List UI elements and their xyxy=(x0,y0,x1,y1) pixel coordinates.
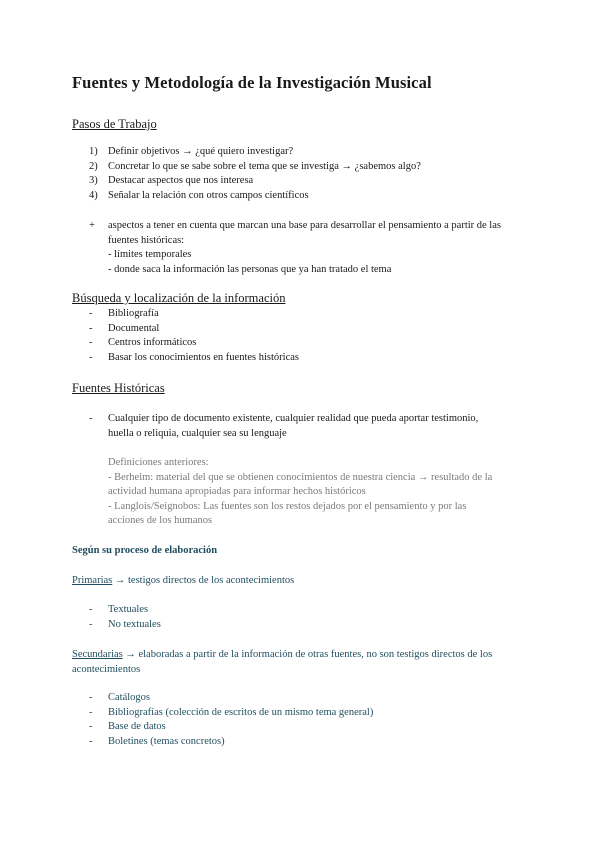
list-item-text: Concretar lo que se sabe sobre el tema que se investiga → ¿sabemos algo? xyxy=(108,160,421,172)
list-marker: - xyxy=(89,413,93,424)
term-secundarias: Secundarias xyxy=(72,649,123,660)
note-line: - donde saca la información las personas que ya han tratado el tema xyxy=(108,263,392,275)
definitions-line: - Langlois/Seignobos: Las fuentes son los restos dejados por el pensamiento y por las xyxy=(108,500,467,512)
secundarias-paragraph xyxy=(72,648,532,677)
list-marker: 2) xyxy=(89,160,98,172)
list-marker: - xyxy=(89,706,93,718)
definition-line: Cualquier tipo de documento existente, cualquier realidad que pueda aportar testimonio, xyxy=(108,413,479,424)
list-item-text: Basar los conocimientos en fuentes históricas xyxy=(108,351,299,363)
list-item-text: Documental xyxy=(108,322,160,334)
section-heading-busqueda: Búsqueda y localización de la información xyxy=(72,291,286,305)
primarias-paragraph xyxy=(72,574,532,589)
list-marker: - xyxy=(89,618,93,630)
list-item xyxy=(0,189,600,204)
list-item xyxy=(0,307,600,322)
list-marker: - xyxy=(89,322,93,334)
list-item-text: Textuales xyxy=(108,604,149,615)
list-marker: - xyxy=(89,337,93,349)
list-item xyxy=(0,603,600,618)
list-item xyxy=(0,160,600,175)
definition-line: huella o reliquia, cualquier sea su lenguaje xyxy=(108,427,287,439)
list-marker: - xyxy=(89,735,93,747)
list-marker: - xyxy=(89,721,93,733)
list-item xyxy=(0,618,600,633)
list-item-text: Bibliografías (colección de escritos de un mismo tema general) xyxy=(108,706,374,718)
list-item xyxy=(0,735,600,750)
list-marker: - xyxy=(89,308,93,319)
term-primarias: Primarias xyxy=(72,575,113,586)
list-item-text: Centros informáticos xyxy=(108,337,197,349)
subheading-segun: Según su proceso de elaboración xyxy=(72,545,218,556)
list-item-text: Señalar la relación con otros campos científicos xyxy=(108,189,309,201)
note-line: - límites temporales xyxy=(108,249,192,261)
pasos-note xyxy=(108,219,528,277)
previous-definitions xyxy=(108,456,528,529)
list-marker: - xyxy=(89,692,93,703)
busqueda-list xyxy=(0,307,600,365)
list-marker: 3) xyxy=(89,175,98,187)
list-marker: 1) xyxy=(89,146,98,157)
note-marker: + xyxy=(89,220,95,231)
list-marker: - xyxy=(89,351,93,363)
list-item xyxy=(0,336,600,351)
list-item xyxy=(0,706,600,721)
primarias-description: → testigos directos de los acontecimientos xyxy=(112,575,295,586)
list-item xyxy=(0,351,600,366)
list-item-text: Destacar aspectos que nos interesa xyxy=(108,175,254,187)
list-item-text: Definir objetivos → ¿qué quiero investigar? xyxy=(108,146,294,157)
document-title: Fuentes y Metodología de la Investigación Musical xyxy=(72,73,432,92)
secundarias-description-cont: acontecimientos xyxy=(72,663,141,675)
definitions-line: acciones de los humanos xyxy=(108,515,213,527)
section-heading-fuentes: Fuentes Históricas xyxy=(72,381,165,395)
definitions-line: actividad humana apropiadas para informar hechos históricos xyxy=(108,486,366,498)
list-item-text: Bibliografía xyxy=(108,308,159,319)
list-item xyxy=(0,174,600,189)
list-item xyxy=(0,322,600,337)
primarias-list xyxy=(0,603,600,632)
list-item-text: Base de datos xyxy=(108,721,166,733)
list-marker: - xyxy=(89,604,93,615)
list-marker: 4) xyxy=(89,189,98,201)
definitions-line: - Berheim: material del que se obtienen conocimientos de nuestra ciencia → resultado de la xyxy=(108,471,493,483)
list-item xyxy=(0,720,600,735)
list-item-text: Boletines (temas concretos) xyxy=(108,735,225,747)
pasos-list xyxy=(0,145,600,203)
secundarias-list xyxy=(0,691,600,749)
list-item-text: Catálogos xyxy=(108,692,150,703)
definitions-line: Definiciones anteriores: xyxy=(108,457,209,468)
secundarias-description: → elaboradas a partir de la información de otras fuentes, no son testigos directos de los xyxy=(122,649,493,660)
fuentes-definition xyxy=(108,412,528,441)
section-heading-pasos: Pasos de Trabajo xyxy=(72,117,157,131)
note-line: fuentes históricas: xyxy=(108,234,185,246)
list-item xyxy=(0,145,600,160)
note-line: aspectos a tener en cuenta que marcan una base para desarrollar el pensamiento a partir de las xyxy=(108,220,501,231)
list-item-text: No textuales xyxy=(108,618,161,630)
list-item xyxy=(0,691,600,706)
